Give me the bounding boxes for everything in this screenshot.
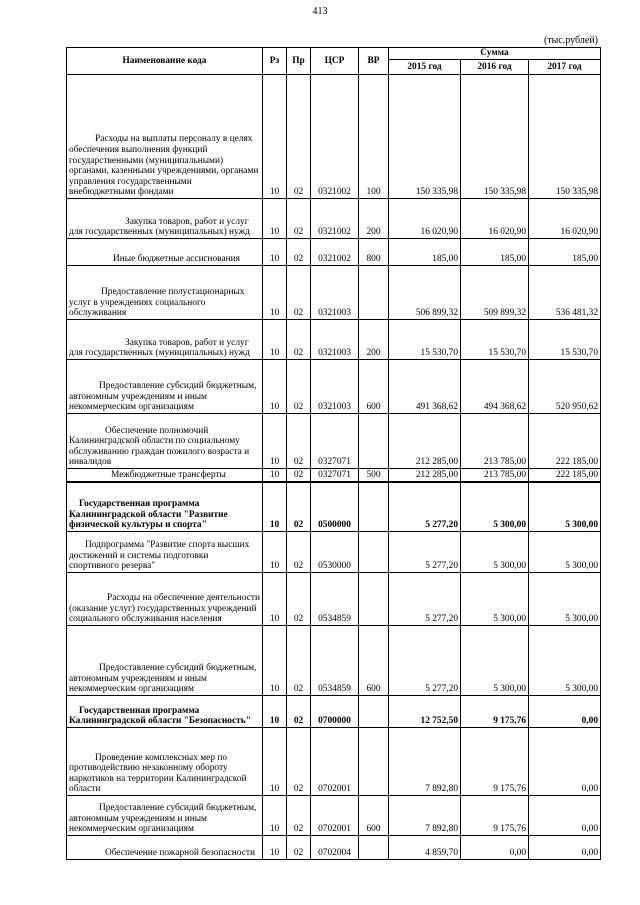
cell-pr: 02 bbox=[287, 836, 311, 860]
cell-rz: 10 bbox=[263, 239, 287, 266]
cell-rz: 10 bbox=[263, 75, 287, 199]
table-row bbox=[67, 414, 601, 469]
cell-y2015: 185,00 bbox=[389, 239, 461, 266]
cell-y2017: 5 300,00 bbox=[529, 626, 601, 696]
table-row bbox=[67, 728, 601, 796]
cell-y2016: 213 785,00 bbox=[461, 469, 529, 482]
cell-pr: 02 bbox=[287, 199, 311, 239]
cell-name: Предоставление субсидий бюджетным, автономным учреждениям и иным некоммерческим организациям bbox=[67, 796, 263, 836]
table-row bbox=[67, 469, 601, 482]
cell-vr: 500 bbox=[359, 469, 389, 482]
cell-y2017: 16 020,90 bbox=[529, 199, 601, 239]
cell-y2017: 0,00 bbox=[529, 728, 601, 796]
table-row bbox=[67, 836, 601, 860]
cell-y2015: 5 277,20 bbox=[389, 482, 461, 532]
cell-csr: 0700000 bbox=[311, 696, 359, 728]
cell-vr bbox=[359, 482, 389, 532]
cell-pr: 02 bbox=[287, 320, 311, 360]
cell-rz: 10 bbox=[263, 199, 287, 239]
cell-name: Предоставление субсидий бюджетным, автономным учреждениям и иным некоммерческим организациям bbox=[67, 360, 263, 414]
cell-csr: 0327071 bbox=[311, 414, 359, 469]
header-2016: 2016 год bbox=[461, 60, 529, 75]
cell-name: Межбюджетные трансферты bbox=[67, 469, 263, 482]
budget-table bbox=[66, 47, 601, 860]
cell-pr: 02 bbox=[287, 728, 311, 796]
cell-name: Расходы на выплаты персоналу в целях обеспечения выполнения функций государственными (муниципальными) органами, казенными учреждениями, органами управления государственными внебюджетными фондами bbox=[67, 75, 263, 199]
cell-y2017: 5 300,00 bbox=[529, 532, 601, 573]
cell-y2016: 5 300,00 bbox=[461, 532, 529, 573]
cell-y2017: 0,00 bbox=[529, 696, 601, 728]
cell-rz: 10 bbox=[263, 626, 287, 696]
cell-vr: 600 bbox=[359, 796, 389, 836]
cell-y2016: 5 300,00 bbox=[461, 482, 529, 532]
cell-y2015: 491 368,62 bbox=[389, 360, 461, 414]
cell-csr: 0321002 bbox=[311, 75, 359, 199]
cell-vr: 600 bbox=[359, 626, 389, 696]
cell-y2016: 5 300,00 bbox=[461, 626, 529, 696]
cell-rz: 10 bbox=[263, 360, 287, 414]
cell-name: Иные бюджетные ассигнования bbox=[67, 239, 263, 266]
header-rz: Рз bbox=[263, 48, 287, 75]
cell-vr: 800 bbox=[359, 239, 389, 266]
cell-pr: 02 bbox=[287, 796, 311, 836]
cell-csr: 0321003 bbox=[311, 360, 359, 414]
header-2015: 2015 год bbox=[389, 60, 461, 75]
cell-y2015: 15 530,70 bbox=[389, 320, 461, 360]
cell-y2015: 16 020,90 bbox=[389, 199, 461, 239]
cell-y2016: 9 175,76 bbox=[461, 728, 529, 796]
cell-csr: 0321003 bbox=[311, 266, 359, 320]
cell-y2015: 5 277,20 bbox=[389, 626, 461, 696]
cell-csr: 0321002 bbox=[311, 199, 359, 239]
cell-y2016: 185,00 bbox=[461, 239, 529, 266]
cell-y2017: 15 530,70 bbox=[529, 320, 601, 360]
cell-y2015: 150 335,98 bbox=[389, 75, 461, 199]
cell-csr: 0702001 bbox=[311, 728, 359, 796]
cell-csr: 0702001 bbox=[311, 796, 359, 836]
cell-pr: 02 bbox=[287, 360, 311, 414]
cell-y2016: 213 785,00 bbox=[461, 414, 529, 469]
cell-y2017: 520 950,62 bbox=[529, 360, 601, 414]
cell-y2016: 509 899,32 bbox=[461, 266, 529, 320]
cell-rz: 10 bbox=[263, 266, 287, 320]
cell-vr bbox=[359, 696, 389, 728]
cell-pr: 02 bbox=[287, 482, 311, 532]
cell-rz: 10 bbox=[263, 532, 287, 573]
cell-vr bbox=[359, 573, 389, 626]
cell-y2015: 506 899,32 bbox=[389, 266, 461, 320]
table-row bbox=[67, 532, 601, 573]
cell-name: Подпрограмма "Развитие спорта высших достижений и системы подготовки спортивного резерва" bbox=[67, 532, 263, 573]
table-row bbox=[67, 360, 601, 414]
cell-y2016: 9 175,76 bbox=[461, 696, 529, 728]
cell-y2015: 212 285,00 bbox=[389, 414, 461, 469]
cell-rz: 10 bbox=[263, 696, 287, 728]
cell-name: Предоставление субсидий бюджетным, автономным учреждениям и иным некоммерческим организациям bbox=[67, 626, 263, 696]
cell-y2016: 16 020,90 bbox=[461, 199, 529, 239]
table-row bbox=[67, 239, 601, 266]
cell-y2017: 185,00 bbox=[529, 239, 601, 266]
cell-y2015: 212 285,00 bbox=[389, 469, 461, 482]
cell-y2015: 5 277,20 bbox=[389, 532, 461, 573]
cell-y2017: 222 185,00 bbox=[529, 469, 601, 482]
cell-y2017: 536 481,32 bbox=[529, 266, 601, 320]
cell-rz: 10 bbox=[263, 728, 287, 796]
header-name: Наименование кода bbox=[67, 48, 263, 75]
cell-name: Обеспечение полномочий Калининградской области по социальному обслуживанию граждан пожилого возраста и инвалидов bbox=[67, 414, 263, 469]
cell-vr: 200 bbox=[359, 320, 389, 360]
cell-rz: 10 bbox=[263, 482, 287, 532]
header-2017: 2017 год bbox=[529, 60, 601, 75]
cell-pr: 02 bbox=[287, 532, 311, 573]
cell-y2017: 0,00 bbox=[529, 836, 601, 860]
cell-vr bbox=[359, 836, 389, 860]
table-row bbox=[67, 696, 601, 728]
cell-vr bbox=[359, 266, 389, 320]
cell-csr: 0702004 bbox=[311, 836, 359, 860]
cell-pr: 02 bbox=[287, 414, 311, 469]
cell-y2017: 0,00 bbox=[529, 796, 601, 836]
cell-name: Государственная программа Калининградской области "Безопасность" bbox=[67, 696, 263, 728]
cell-pr: 02 bbox=[287, 75, 311, 199]
cell-rz: 10 bbox=[263, 796, 287, 836]
cell-vr: 200 bbox=[359, 199, 389, 239]
cell-y2016: 494 368,62 bbox=[461, 360, 529, 414]
cell-vr bbox=[359, 728, 389, 796]
cell-rz: 10 bbox=[263, 573, 287, 626]
cell-csr: 0534859 bbox=[311, 573, 359, 626]
header-pr: Пр bbox=[287, 48, 311, 75]
cell-pr: 02 bbox=[287, 696, 311, 728]
cell-name: Расходы на обеспечение деятельности (оказание услуг) государственных учреждений социального обслуживания населения bbox=[67, 573, 263, 626]
cell-name: Закупка товаров, работ и услуг для государственных (муниципальных) нужд bbox=[67, 320, 263, 360]
table-row bbox=[67, 199, 601, 239]
cell-y2017: 150 335,98 bbox=[529, 75, 601, 199]
cell-y2016: 5 300,00 bbox=[461, 573, 529, 626]
cell-name: Закупка товаров, работ и услуг для государственных (муниципальных) нужд bbox=[67, 199, 263, 239]
cell-pr: 02 bbox=[287, 626, 311, 696]
table-row bbox=[67, 573, 601, 626]
table-row bbox=[67, 796, 601, 836]
header-csr: ЦСР bbox=[311, 48, 359, 75]
cell-y2015: 7 892,80 bbox=[389, 796, 461, 836]
units-label: (тыс.рублей) bbox=[543, 35, 598, 46]
cell-csr: 0327071 bbox=[311, 469, 359, 482]
table-row bbox=[67, 482, 601, 532]
table-row bbox=[67, 626, 601, 696]
table-row bbox=[67, 75, 601, 199]
cell-y2017: 222 185,00 bbox=[529, 414, 601, 469]
cell-csr: 0321003 bbox=[311, 320, 359, 360]
cell-csr: 0534859 bbox=[311, 626, 359, 696]
table-row bbox=[67, 320, 601, 360]
cell-name: Проведение комплексных мер по противодействию незаконному обороту наркотиков на территории Калининградской области bbox=[67, 728, 263, 796]
cell-y2015: 7 892,80 bbox=[389, 728, 461, 796]
header-sum: Сумма bbox=[389, 48, 601, 60]
cell-name: Обеспечение пожарной безопасности bbox=[67, 836, 263, 860]
cell-y2016: 0,00 bbox=[461, 836, 529, 860]
cell-y2015: 5 277,20 bbox=[389, 573, 461, 626]
cell-y2016: 9 175,76 bbox=[461, 796, 529, 836]
cell-y2015: 12 752,50 bbox=[389, 696, 461, 728]
cell-y2017: 5 300,00 bbox=[529, 573, 601, 626]
table-row bbox=[67, 266, 601, 320]
cell-y2016: 150 335,98 bbox=[461, 75, 529, 199]
cell-pr: 02 bbox=[287, 266, 311, 320]
cell-y2017: 5 300,00 bbox=[529, 482, 601, 532]
header-vr: ВР bbox=[359, 48, 389, 75]
cell-rz: 10 bbox=[263, 836, 287, 860]
cell-vr bbox=[359, 532, 389, 573]
cell-rz: 10 bbox=[263, 469, 287, 482]
cell-rz: 10 bbox=[263, 414, 287, 469]
cell-csr: 0530000 bbox=[311, 532, 359, 573]
page-number: 413 bbox=[312, 6, 328, 17]
cell-csr: 0500000 bbox=[311, 482, 359, 532]
table-body bbox=[67, 75, 601, 860]
cell-rz: 10 bbox=[263, 320, 287, 360]
cell-pr: 02 bbox=[287, 573, 311, 626]
cell-vr: 100 bbox=[359, 75, 389, 199]
cell-y2015: 4 859,70 bbox=[389, 836, 461, 860]
cell-y2016: 15 530,70 bbox=[461, 320, 529, 360]
cell-name: Предоставление полустационарных услуг в учреждениях социального обслуживания bbox=[67, 266, 263, 320]
cell-vr bbox=[359, 414, 389, 469]
cell-vr: 600 bbox=[359, 360, 389, 414]
cell-pr: 02 bbox=[287, 469, 311, 482]
cell-csr: 0321002 bbox=[311, 239, 359, 266]
cell-pr: 02 bbox=[287, 239, 311, 266]
cell-name: Государственная программа Калининградской области "Развитие физической культуры и спорта" bbox=[67, 482, 263, 532]
